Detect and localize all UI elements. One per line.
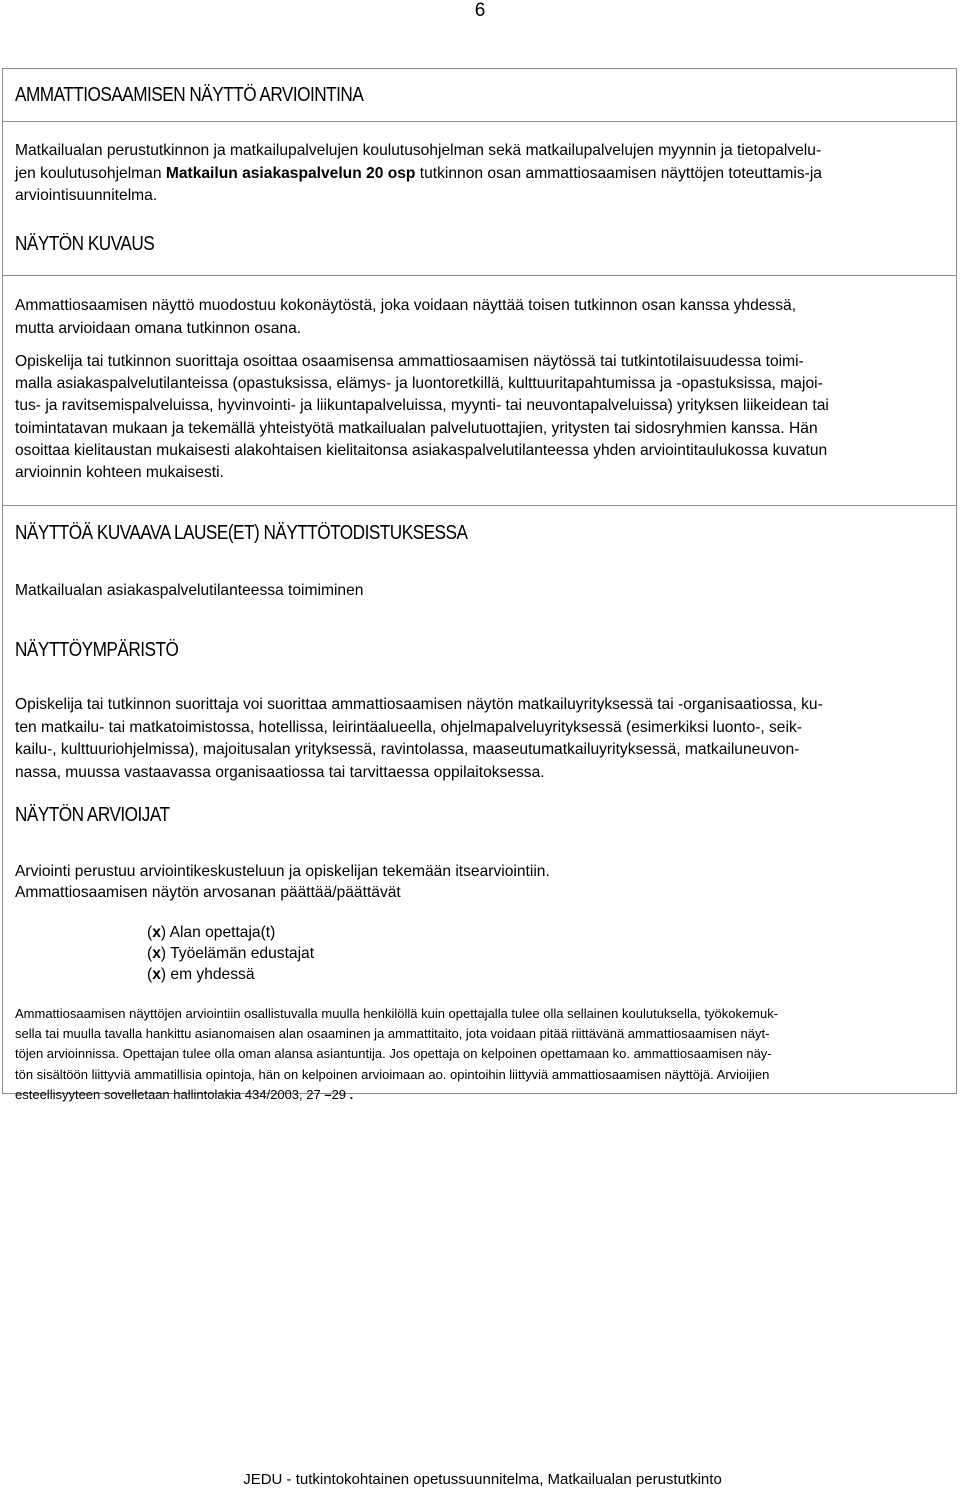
intro-text: jen koulutusohjelman — [15, 164, 166, 182]
intro-line — [15, 163, 945, 186]
assessors-paragraph — [15, 861, 945, 903]
description-row — [3, 276, 956, 506]
description-paragraph-2 — [15, 351, 945, 484]
text-line: ten matkailu- tai matkatoimistossa, hotellissa, leirintäalueella, ohjelmapalveluyrityksessä (esimerkiksi luonto-, seik- — [15, 718, 802, 736]
checkbox-mark: x — [152, 966, 161, 983]
environment-paragraph — [15, 694, 945, 784]
list-item-label: Alan opettaja(t) — [169, 924, 276, 941]
period: . — [349, 1086, 354, 1102]
text-line: arvioinnin kohteen mukaisesti. — [15, 464, 224, 482]
unit-name-bold: Matkailun asiakaspalvelun 20 osp — [165, 164, 416, 182]
page-footer: JEDU - tutkintokohtainen opetussuunnitelma, Matkailualan perustutkinto — [243, 1471, 722, 1488]
section-heading-assessment: AMMATTIOSAAMISEN NÄYTTÖ ARVIOINTINA — [15, 84, 364, 106]
text-line: mutta arvioidaan omana tutkinnon osana. — [15, 319, 302, 337]
list-item: (x) em yhdessä — [147, 966, 255, 983]
checkbox-mark: x — [152, 945, 161, 962]
section-heading-environment: NÄYTTÖYMPÄRISTÖ — [15, 639, 179, 661]
text-line — [15, 1085, 945, 1105]
section-heading-description: NÄYTÖN KUVAUS — [15, 233, 155, 255]
list-item: (x) Alan opettaja(t) — [147, 924, 276, 941]
text-segment: esteellisyyteen sovelletaan hallintolakia 434/2003, 27 — [15, 1086, 325, 1102]
text-line: Ammattiosaamisen näyttö muodostuu kokonäytöstä, joka voidaan näyttää toisen tutkinnon osan kanssa yhdessä, — [15, 297, 797, 314]
text-line: sella tai muulla tavalla hankittu asianomaisen alan osaaminen ja ammattitaito, jota voidaan pitää riittävänä ammattiosaamisen näyt- — [15, 1026, 770, 1042]
intro-row — [3, 122, 956, 276]
intro-line: Matkailualan perustutkinnon ja matkailupalvelujen koulutusohjelman sekä matkailupalvelujen myynnin ja tietopalvelu- — [15, 142, 822, 159]
assessment-table — [2, 68, 957, 1102]
text-line: kailu-, kulttuuriohjelmissa), majoitusalan yrityksessä, ravintolassa, maaseutumatkailuyrityksessä, matkailuneuvon- — [15, 741, 800, 759]
text-line: nassa, muussa vastaavassa organisaatiossa tai tarvittaessa oppilaitoksessa. — [15, 763, 545, 781]
list-item-label: em yhdessä — [170, 966, 255, 983]
intro-paragraph — [15, 140, 945, 208]
text-segment: 29 — [331, 1086, 350, 1102]
text-line: töjen arvioinnissa. Opettajan tulee olla oman alansa asiantuntija. Jos opettaja on kelpoinen opettamaan ko. ammattiosaamisen näy- — [15, 1046, 772, 1062]
text-line: tön sisältöön liittyviä ammatillisia opintoja, hän on kelpoinen arvioimaan ao. opintoihin liittyviä ammattiosaamisen näyttöjä. Arvioijien — [15, 1066, 770, 1082]
intro-line: arviointisuunnitelma. — [15, 187, 158, 205]
text-line: tus- ja ravitsemispalveluissa, hyvinvointi- ja liikuntapalveluissa, myynti- tai neuvontapalveluissa) yrityksen liikeidean tai — [15, 397, 829, 415]
text-line: Opiskelija tai tutkinnon suorittaja osoittaa osaamisensa ammattiosaamisen näytössä tai tutkintotilaisuudessa toimi- — [15, 353, 804, 370]
assessor-list — [147, 922, 314, 985]
text-line: malla asiakaspalvelutilanteissa (opastuksissa, elämys- ja luontoretkillä, kulttuuritapahtumissa ja -opastuksissa, majoi- — [15, 375, 823, 393]
text-line: Ammattiosaamisen näyttöjen arviointiin osallistuvalla muulla henkilöllä kuin opettajalla tulee olla sellainen koulutuksella, työkokemuk- — [15, 1006, 779, 1021]
list-item: (x) Työelämän edustajat — [147, 945, 315, 962]
details-row — [3, 506, 956, 1102]
checkbox-mark: x — [152, 924, 161, 941]
statement-text: Matkailualan asiakaspalvelutilanteessa toimiminen — [15, 582, 364, 599]
section-heading-assessors: NÄYTÖN ARVIOIJAT — [15, 804, 170, 826]
title-row — [3, 69, 956, 122]
section-heading-statements: NÄYTTÖÄ KUVAAVA LAUSE(ET) NÄYTTÖTODISTUKSESSA — [15, 522, 468, 544]
intro-text: tutkinnon osan ammattiosaamisen näyttöjen toteuttamis-ja — [415, 164, 822, 182]
page-number: 6 — [474, 0, 486, 21]
list-item-label: Työelämän edustajat — [170, 945, 315, 962]
dash: – — [324, 1086, 332, 1102]
text-line: Ammattiosaamisen näytön arvosanan päättää/päättävät — [15, 884, 401, 901]
text-line: toimintatavan mukaan ja tekemällä yhteistyötä matkailualan palvelutuottajien, yritysten tai sidosryhmien kanssa. Hän — [15, 419, 818, 437]
text-line: osoittaa kielitaustan mukaisesti alakohtaisen kielitaitonsa asiakaspalvelutilanteessa yhden arviointitaulukossa kuvatun — [15, 441, 828, 459]
description-paragraph-1 — [15, 295, 945, 340]
assessor-note — [15, 1004, 945, 1105]
text-line: Opiskelija tai tutkinnon suorittaja voi suorittaa ammattiosaamisen näytön matkailuyrityksessä tai -organisaatiossa, ku- — [15, 696, 823, 713]
text-line: Arviointi perustuu arviointikeskusteluun ja opiskelijan tekemään itsearviointiin. — [15, 863, 550, 880]
